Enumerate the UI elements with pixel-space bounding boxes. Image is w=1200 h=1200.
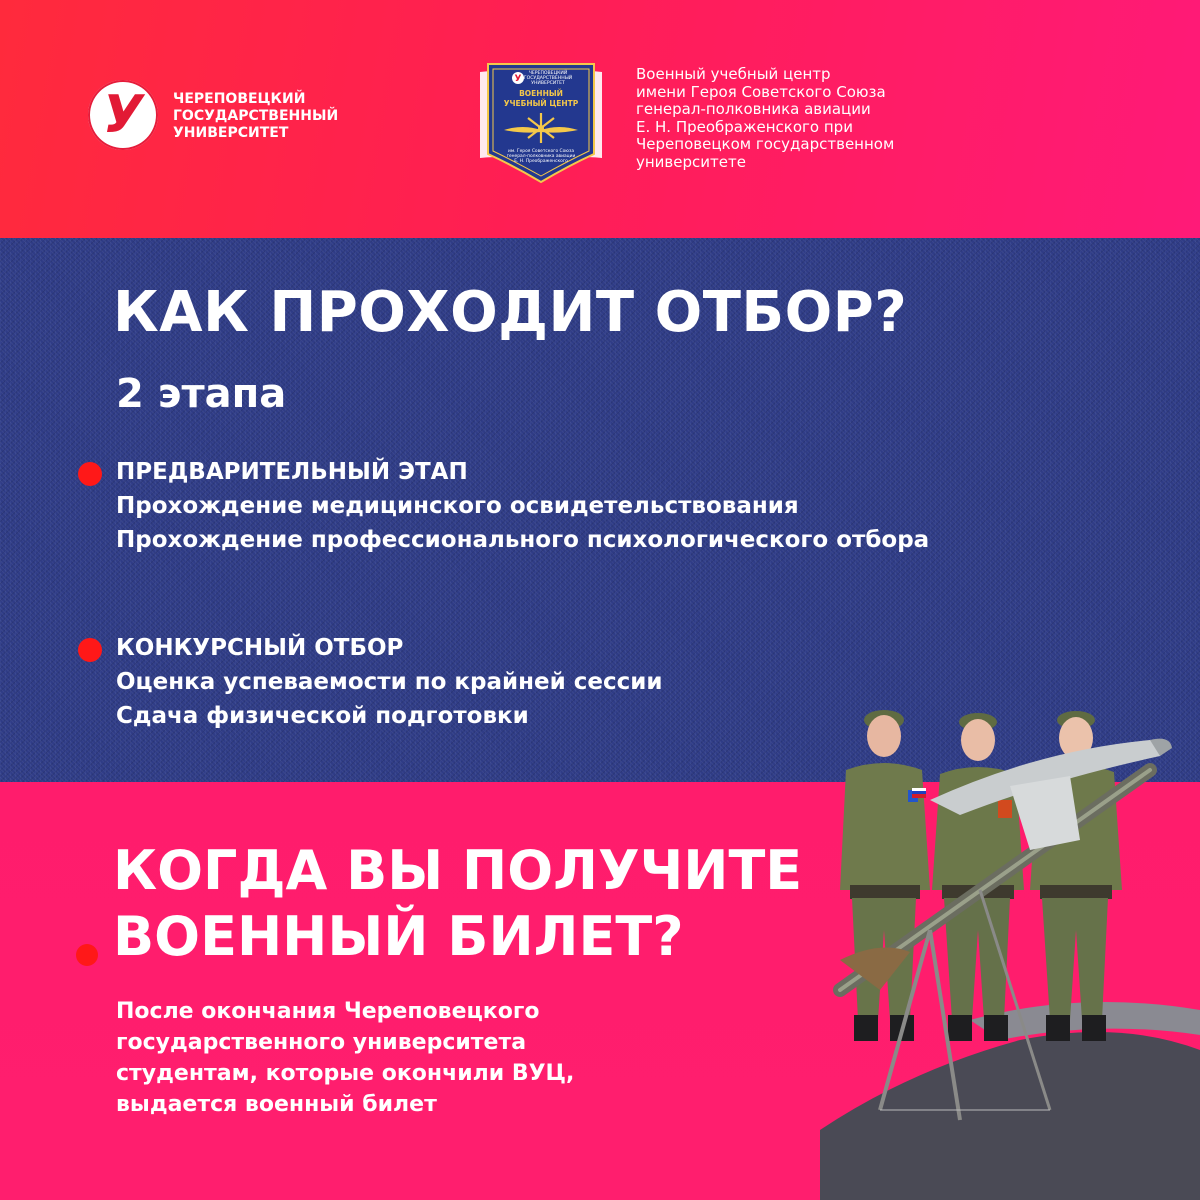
- stage-item: Прохождение профессионального психологического отбора: [116, 527, 930, 553]
- emblem-bottom-line: генерал-полковника авиации: [506, 154, 576, 159]
- bullet-dot-icon: [78, 638, 102, 662]
- university-logo-icon: [88, 80, 158, 150]
- bullet-dot-icon: [78, 462, 102, 486]
- bullet-dot-icon: [76, 944, 98, 966]
- description-line: Военный учебный центр: [636, 65, 831, 83]
- soldier-figure: [840, 710, 930, 1041]
- selection-subtitle: 2 этапа: [116, 371, 287, 417]
- stage-name: КОНКУРСНЫЙ ОТБОР: [116, 635, 404, 661]
- military-id-title: [113, 838, 802, 970]
- university-logo-letter: У: [102, 85, 144, 145]
- selection-title: КАК ПРОХОДИТ ОТБОР?: [113, 280, 908, 345]
- text-line: После окончания Череповецкого: [116, 999, 540, 1024]
- description-line: университете: [636, 152, 746, 171]
- military-center-description: [636, 66, 996, 172]
- description-line: генерал-полковника авиации: [636, 100, 871, 119]
- emblem-bottom-line: им. Героя Советского Союза: [507, 149, 575, 154]
- university-name-line: УНИВЕРСИТЕТ: [173, 125, 289, 141]
- stage-item: Оценка успеваемости по крайней сессии: [116, 669, 663, 695]
- text-line: выдается военный билет: [116, 1092, 437, 1117]
- stage-item: Прохождение медицинского освидетельствования: [116, 493, 799, 519]
- stage-name: ПРЕДВАРИТЕЛЬНЫЙ ЭТАП: [116, 459, 468, 485]
- emblem-middle-line: УЧЕБНЫЙ ЦЕНТР: [503, 99, 579, 108]
- cadets-with-drone-photo: [820, 690, 1200, 1200]
- stage-item: Сдача физической подготовки: [116, 703, 529, 729]
- emblem-bottom-line: Е. Н. Преображенского: [514, 159, 568, 164]
- text-line: государственного университета: [116, 1030, 527, 1055]
- description-line: имени Героя Советского Союза: [636, 82, 886, 101]
- emblem-middle-line: ВОЕННЫЙ: [519, 89, 563, 98]
- header: [0, 0, 1200, 238]
- emblem-top-line: УНИВЕРСИТЕТ: [531, 81, 565, 86]
- svg-text:У: У: [514, 74, 522, 84]
- emblem-top-line: ГОСУДАРСТВЕННЫЙ: [523, 76, 573, 81]
- university-name-line: ЧЕРЕПОВЕЦКИЙ: [173, 91, 306, 107]
- university-name: [173, 91, 363, 142]
- description-line: Череповецком государственном: [636, 135, 895, 154]
- military-id-text: [116, 996, 574, 1120]
- title-line: ВОЕННЫЙ БИЛЕТ?: [113, 905, 684, 968]
- stage-preliminary: [116, 455, 929, 557]
- university-name-line: ГОСУДАРСТВЕННЫЙ: [173, 108, 339, 124]
- title-line: КОГДА ВЫ ПОЛУЧИТЕ: [113, 839, 803, 902]
- description-line: Е. Н. Преображенского при: [636, 117, 853, 136]
- military-center-emblem-icon: [478, 58, 604, 186]
- emblem-top-line: ЧЕРЕПОВЕЦКИЙ: [528, 71, 568, 76]
- stage-competitive: [116, 631, 662, 733]
- text-line: студентам, которые окончили ВУЦ,: [116, 1061, 575, 1086]
